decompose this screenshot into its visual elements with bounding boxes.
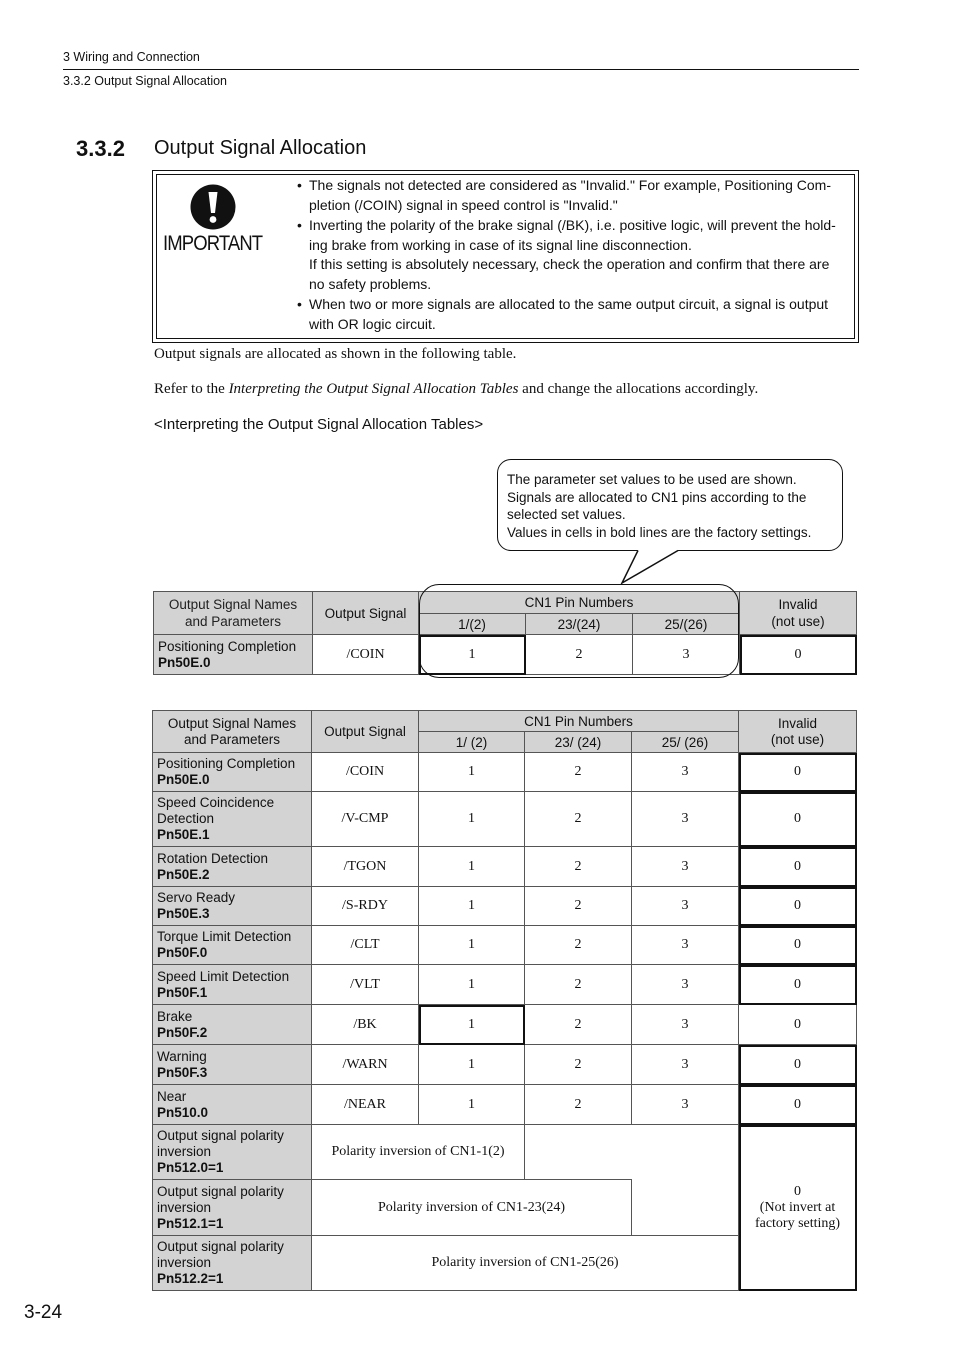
row-name-text: Output signal polarity: [157, 1128, 284, 1143]
row-name: [153, 753, 312, 792]
row-value: 0: [739, 753, 857, 792]
section-title: Output Signal Allocation: [154, 137, 367, 159]
row-value: 2: [525, 847, 632, 887]
row-name-text: Speed Coincidence: [157, 795, 275, 810]
row-value: 2: [525, 1085, 632, 1125]
row-param: Pn50F.1: [157, 984, 208, 1000]
bullet-line: with OR logic circuit.: [309, 315, 436, 332]
row-name: [153, 1045, 312, 1085]
header-names: [154, 592, 313, 635]
row-signal: /CLT: [312, 926, 419, 965]
row-value: 1: [419, 1085, 525, 1125]
important-bullet-2: [297, 216, 853, 294]
row-name-text: Warning: [157, 1048, 207, 1064]
row-value: 0: [739, 965, 857, 1005]
row-name-text: inversion: [157, 1199, 212, 1215]
header-invalid-line: Invalid: [778, 715, 818, 731]
row-name-text: Near: [157, 1088, 187, 1104]
row-value: 3: [632, 887, 739, 926]
row-value: 0: [739, 887, 857, 926]
bullet-line: • Inverting the polarity of the brake signal (/BK), i.e. positive logic, will prevent the hold-: [309, 217, 836, 233]
row-name-text: Detection: [157, 811, 215, 826]
header-names-line: and Parameters: [183, 731, 281, 747]
header-invalid: [739, 711, 857, 753]
row-value: 2: [526, 635, 633, 675]
important-bullet-1: [297, 176, 853, 215]
important-label: IMPORTANT: [163, 232, 263, 255]
bullet-line: no safety problems.: [309, 275, 432, 292]
row-param: Pn512.0=1: [157, 1160, 224, 1175]
row-value: 3: [632, 1045, 739, 1085]
row-name-text: Output signal polarity: [157, 1239, 284, 1254]
row-value: 1: [419, 926, 525, 965]
row-value: 2: [525, 1005, 632, 1045]
polarity-row-name: [153, 1236, 312, 1291]
row-signal: /COIN: [312, 753, 419, 792]
polarity-invalid-line: factory setting): [754, 1215, 841, 1231]
row-value: 2: [525, 965, 632, 1005]
row-param: Pn50F.0: [157, 945, 208, 960]
row-param: Pn50F.3: [157, 1064, 208, 1080]
header-pin: 23/ (24): [525, 732, 632, 753]
row-value: 3: [632, 753, 739, 792]
header-pin: 25/ (26): [632, 732, 739, 753]
header-invalid-line: (not use): [770, 731, 825, 747]
row-signal: /TGON: [312, 847, 419, 887]
row-value: 1: [419, 753, 525, 792]
row-value: 3: [633, 635, 740, 675]
polarity-row-name: [153, 1180, 312, 1236]
header-output-signal: Output Signal: [312, 711, 419, 753]
blank-cell: [525, 1125, 632, 1180]
header-pin: 23/(24): [526, 614, 633, 635]
chapter-header: 3 Wiring and Connection: [63, 50, 200, 64]
row-name: [153, 926, 312, 965]
refer-paragraph: [154, 381, 758, 398]
header-output-signal: Output Signal: [313, 592, 419, 635]
row-value: 3: [632, 926, 739, 965]
row-name: [153, 1005, 312, 1045]
header-pin: 25/(26): [633, 614, 740, 635]
polarity-invalid-line: (Not invert at: [759, 1199, 836, 1215]
row-name-text: Rotation Detection: [157, 850, 269, 866]
section-number: 3.3.2: [76, 136, 125, 161]
row-name-text: Torque Limit Detection: [157, 929, 292, 944]
row-value: 1: [419, 635, 526, 675]
row-value: 1: [419, 847, 525, 887]
polarity-row-name: [153, 1125, 312, 1180]
row-name-text: inversion: [157, 1144, 212, 1159]
row-name-text: Brake: [157, 1008, 193, 1024]
row-name-text: Speed Limit Detection: [157, 968, 290, 984]
important-bullet-3: [297, 295, 853, 334]
row-name: [154, 635, 313, 675]
row-value: 0: [739, 1045, 857, 1085]
row-value: 0: [739, 847, 857, 887]
header-names-line: Output Signal Names: [167, 715, 297, 731]
row-signal: /VLT: [312, 965, 419, 1005]
row-value: 1: [419, 887, 525, 926]
row-value: 0: [739, 926, 857, 965]
row-param: Pn50E.0: [158, 654, 211, 670]
row-value: 2: [525, 792, 632, 847]
row-value: 2: [525, 887, 632, 926]
intro-paragraph: Output signals are allocated as shown in the following table.: [154, 346, 517, 362]
refer-text-after: and change the allocations accordingly.: [518, 381, 759, 397]
output-signal-allocation-table: [152, 710, 857, 1291]
header-invalid-line: (not use): [771, 614, 825, 629]
callout-line: Values in cells in bold lines are the factory settings.: [507, 524, 812, 540]
callout-line: The parameter set values to be used are shown.: [507, 472, 797, 487]
header-rule: [63, 69, 859, 70]
subheading: <Interpreting the Output Signal Allocation Tables>: [154, 416, 484, 433]
header-invalid: [740, 592, 857, 635]
row-value: 3: [632, 792, 739, 847]
important-bullets: [297, 176, 853, 335]
row-param: Pn50E.3: [157, 906, 210, 921]
row-signal: /NEAR: [312, 1085, 419, 1125]
row-name: [153, 792, 312, 847]
header-names: [153, 711, 312, 753]
row-value: 1: [419, 1005, 525, 1045]
row-name-text: Positioning Completion: [158, 638, 297, 654]
row-name: [153, 887, 312, 926]
row-param: Pn50E.2: [157, 866, 210, 882]
bullet-line: pletion (/COIN) signal in speed control is "Invalid.": [309, 196, 618, 213]
callout-line: selected set values.: [507, 507, 626, 522]
callout-line: Signals are allocated to CN1 pins according to the: [507, 489, 807, 505]
row-name-text: Positioning Completion: [157, 756, 296, 771]
row-value: 0: [739, 1085, 857, 1125]
refer-text-italic: Interpreting the Output Signal Allocation Tables: [228, 381, 519, 397]
callout-pointer: [600, 549, 690, 585]
row-value: 1: [419, 792, 525, 847]
row-signal: /BK: [312, 1005, 419, 1045]
header-pin: 1/ (2): [419, 732, 525, 753]
header-invalid-line: Invalid: [778, 597, 818, 612]
row-name: [153, 965, 312, 1005]
row-value: 2: [525, 926, 632, 965]
row-name-text: Output signal polarity: [157, 1183, 284, 1199]
polarity-text: Polarity inversion of CN1-25(26): [312, 1236, 739, 1291]
row-value: 2: [525, 753, 632, 792]
polarity-invalid: [739, 1125, 857, 1291]
row-param: Pn50E.0: [157, 772, 210, 787]
header-cn1-pins: CN1 Pin Numbers: [419, 711, 739, 732]
row-name-text: Servo Ready: [157, 890, 236, 905]
row-value: 3: [632, 847, 739, 887]
row-value: 3: [632, 1005, 739, 1045]
row-value: 0: [739, 792, 857, 847]
row-value: 0: [740, 635, 857, 675]
row-signal: /S-RDY: [312, 887, 419, 926]
row-param: Pn512.1=1: [157, 1215, 224, 1231]
selection-highlight: [419, 584, 739, 678]
page-number: 3-24: [24, 1302, 63, 1323]
bullet-line: • The signals not detected are considered as "Invalid." For example, Positioning Com-: [309, 177, 831, 193]
row-value: 1: [419, 965, 525, 1005]
bullet-line: ing brake from working in case of its signal line disconnection.: [309, 236, 692, 253]
row-param: Pn50E.1: [157, 827, 210, 842]
header-cn1-pins: CN1 Pin Numbers: [419, 592, 740, 614]
row-name-text: inversion: [157, 1255, 212, 1270]
row-value: 2: [525, 1045, 632, 1085]
callout-bubble: [497, 459, 843, 551]
section-header: 3.3.2 Output Signal Allocation: [63, 74, 228, 88]
row-param: Pn510.0: [157, 1104, 209, 1120]
row-signal: /V-CMP: [312, 792, 419, 847]
bullet-line: If this setting is absolutely necessary, check the operation and confirm that there are: [309, 256, 830, 272]
row-name: [153, 847, 312, 887]
row-param: Pn512.2=1: [157, 1271, 224, 1286]
header-names-line: and Parameters: [184, 614, 282, 629]
blank-cell: [632, 1125, 739, 1236]
row-value: 3: [632, 1085, 739, 1125]
polarity-text: Polarity inversion of CN1-1(2): [312, 1125, 525, 1180]
row-value: 3: [632, 965, 739, 1005]
header-names-line: Output Signal Names: [168, 597, 298, 612]
refer-text-before: Refer to the: [154, 381, 229, 397]
row-signal: /COIN: [313, 635, 419, 675]
polarity-text: Polarity inversion of CN1-23(24): [312, 1180, 632, 1236]
row-signal: /WARN: [312, 1045, 419, 1085]
header-pin: 1/(2): [419, 614, 526, 635]
row-value: 0: [739, 1005, 857, 1045]
exclamation-icon: [190, 184, 236, 230]
row-param: Pn50F.2: [157, 1024, 208, 1040]
bullet-line: • When two or more signals are allocated to the same output circuit, a signal is output: [309, 296, 829, 312]
row-name: [153, 1085, 312, 1125]
polarity-invalid-line: 0: [794, 1183, 802, 1199]
row-value: 1: [419, 1045, 525, 1085]
